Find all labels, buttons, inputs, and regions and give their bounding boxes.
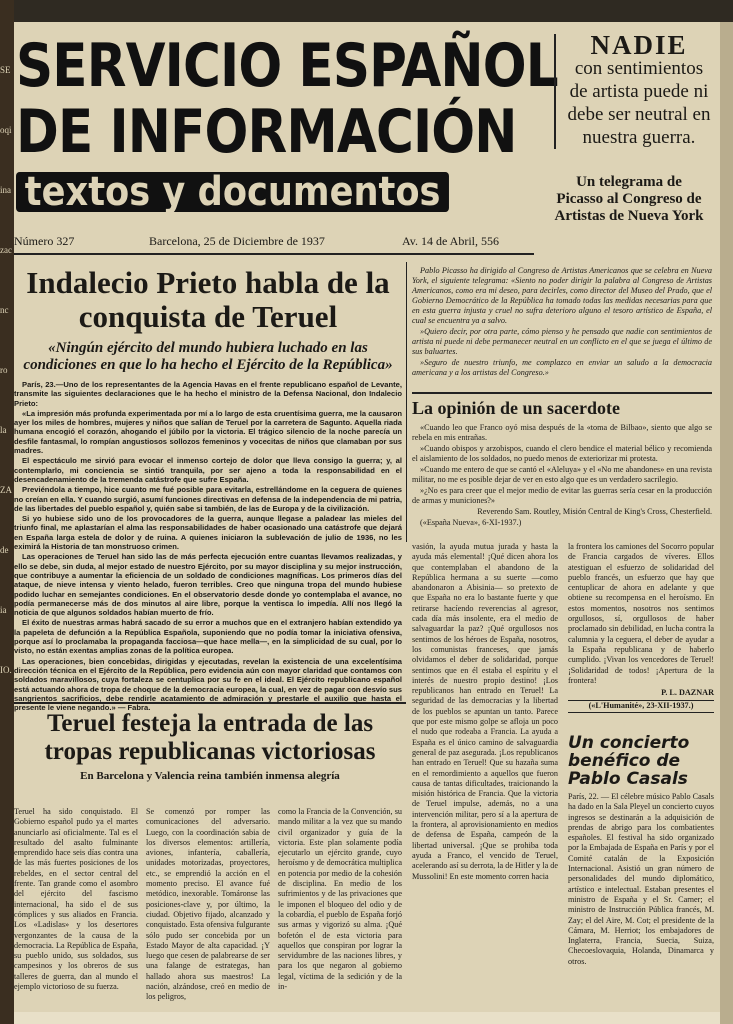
dateline	[14, 234, 534, 255]
telegram-teaser: Un telegrama de Picasso al Congreso de Artistas de Nueva York	[554, 174, 704, 224]
left-margin-fragments	[0, 40, 14, 700]
article-prieto	[14, 266, 402, 713]
article-prieto-title: Indalecio Prieto habla de la conquista de Teruel	[26, 265, 390, 334]
margin-fragment: ro	[0, 365, 8, 375]
margin-fragment: ZA	[0, 485, 12, 495]
article-casals	[568, 734, 714, 967]
teruel-col-5	[568, 542, 714, 713]
teruel-col-2: Se comenzó por romper las comunicaciones del adversario. Luego, con la coordinación sabia de los diversos elementos: artillería, aviones, infantería, caballería, unidades motorizadas, proyectores, etc., se emprendió la acción en el momento preciso. El avance fué metódico, inexorable. Tomáronse las posiciones-clave y, por último, la ciudad. Objetivo fijado, alcanzado y conquistado. Esta ofensiva fulgurante sólo pudo ser concebida por un Estado Mayor de alta capacidad. ¡Y luego que cesen de palabrearse de ser una falange de estrategas, han hallado ahora sus maestros! La nación, alzándose, creó en medio de los peligros,	[146, 807, 270, 1002]
teruel-col-4: vasión, la ayuda mutua jurada y hasta la ayuda más elemental! ¡Qué dicen ahora los que contemplaban el abandono de la República hermana a su suerte —como abandonaron a Abisinia— so pretexto de que España no era lo bastante fuerte y que retirarse hacíendo reverencias al agresor, cada día más insolente, era el medio de salvaguardar la paz? ¡Qué orgullosos nos sentimos de los héroes de España, nosotros, los comunistas franceses, que jamás olvidamos el deber de solidaridad, porque sentimos que en él estaba el espíritu y el interés de nuestro propio destino! ¡Los republicanos han entrado en Teruel! La seguridad de las democracias y la libertad de los pueblos se apuntan un tanto. Parece que por este mismo golpe se afloja un poco el nudo que rodeaba a Francia. La ayuda a España es el único camino de salvaguardia general de paz asegurada. ¡Los republicanos han entrado en Teruel! Que su hazaña suma en el remordimiento a aquellos que fueron causa de tantas dificultades, traicionando la misión histórica de Francia. Que la victoria de Teruel impulse, además, no a una intervención militar, pero sí a la apertura de la frontera, al aprovisionamiento en medios de defensa de España, campeón de la libertad universal. ¡Que se prohiba toda ayuda a Franco, el vencido de Teruel, acelerando así su derrota, la de Hitler y la de Mussolini! En este momento corren hacia	[412, 542, 558, 881]
humanite-source: («L'Humanité», 23-XII-1937.)	[568, 700, 714, 712]
issue-address: Av. 14 de Abril, 556	[402, 234, 499, 248]
paragraph: París, 23.—Uno de los representantes de la Agencia Havas en el frente republicano español de Levante, transmite las siguientes declaraciones que le ha hecho el ministro de la Defensa Nacional, don Indalecio Prieto:	[14, 380, 402, 408]
article-sacerdote	[412, 392, 712, 529]
newspaper-page	[14, 22, 720, 1012]
paragraph: »¿No es para creer que el mejor medio de evitar las guerras sería cesar en la producción de armas y municiones?»	[412, 486, 712, 505]
margin-fragment: zac	[0, 245, 12, 255]
paragraph: »Quiero decir, por otra parte, cómo pienso y he pensado que nadie con sentimientos de artista ni puede ni debe permanecer neutral en un conflicto en el que se juega el último de sus baluartes.	[412, 327, 712, 356]
teruel-col-3: como la Francia de la Convención, su mando militar a la vez que su mando civil organizador y guía de la victoria. Este plan solamente podía ejecutarlo un ejército grande, cuyo heroísmo y de democrática multiplica en potencia por medio de la cohesión de disciplina. En medio de los sufrimientos y de las privaciones que le imponen el bloqueo del odio y de la cobardía, el pueblo de España forjó sus armas y vigorizó su alma. ¡Qué bofetón el de esta victoria para aquellos que conspiran por lograr la servidumbre de las naciones libres, y para los que negaron al gobierno legal, víctima de la sedición y de la in-	[278, 807, 402, 992]
top-border	[0, 0, 733, 22]
paragraph: Reverendo Sam. Routley, Misión Central de King's Cross, Chesterfield.	[477, 507, 712, 516]
paragraph: »Seguro de nuestro triunfo, me complazco en enviar un saludo a la democracia americana y a los artistas del Congreso.»	[412, 358, 712, 377]
signature: P. L. DAZNAR	[661, 688, 714, 698]
article-prieto-body	[14, 380, 402, 712]
issue-number: Número 327	[14, 234, 75, 248]
paragraph: El espectáculo me sirvió para evocar el inmenso cortejo de dolor que lleva consigo la guerra; y, al contemplarlo, mi conciencia se sintió tranquila, por ser ajeno a toda la responsabilidad en el desencadenamiento de la tremenda catástrofe que sufre España.	[14, 456, 402, 484]
margin-fragment: SE	[0, 65, 11, 75]
paragraph: »Cuando me entero de que se cantó el «Aleluya» y el «No me abandones» en una revista militar, no me es posible dejar de ver en esto algo que es un verdadero sacrilegio.	[412, 465, 712, 484]
masthead-line-3: textos y documentos	[16, 172, 449, 212]
nadie-text: con sentimientos de artista puede ni debe ser neutral en nuestra guerra.	[567, 58, 711, 148]
teruel-col-1: Teruel ha sido conquistado. El Gobierno español pudo ya el martes anunciarlo así oficialmente. Tal es el resultado del asalto fulminante emprendido hace seis días contra una de las más fuertes posiciones de los rebeldes, en el sector central del frente. Tan grande como el asombro del ejército del fascismo internacional, ha sido el de sus cómplices y sus aliados en Francia. Los «Ladislas» y los desertores vergonzantes de la causa de la democracia. La República de España, su pueblo unido, sus soldados, sus campesinos y los obreros de sus talleres de guerra, dan al mundo el ejemplo victorioso de su fuerza.	[14, 807, 138, 992]
margin-fragment: ina	[0, 185, 11, 195]
masthead-line-2: DE INFORMACIÓN	[16, 97, 517, 167]
paragraph: Previéndola a tiempo, hice cuanto me fué posible para evitarla, estrellándome en la ceguera de quienes no creían en ella. Y cuando surgió, asumí funciones directivas en defensa de la independencia de mi patria, de las libertades del pueblo español y, quién sabe si también, de las de Europa y de la civilización.	[14, 485, 402, 513]
casals-body: París, 22. — El célebre músico Pablo Casals ha dado en la Sala Pleyel un concierto cuyos ingresos se destinarán a la adquisición de prendas de abrigo para los combatientes españoles. El festival ha sido organizado por la Embajada de España en París y por el Comité catalán de la Exposición Internacional. Asistió un gran número de personalidades del mundo diplomático, artístico e intelectual. Estaban presentes el ministro de España y el Sr. Carner; el ministro de Instrucción Pública francés, M. Zay; el del Aire, M. Cot; el presidente de la Cámara, M. Herriot; los embajadores de Inglaterra, Francia, Suecia, Suiza, Checoeslovaquia, Holanda, Dinamarca y otros.	[568, 792, 714, 966]
margin-fragment: de	[0, 545, 9, 555]
sacerdote-title: La opinión de un sacerdote	[412, 398, 621, 418]
margin-fragment: la	[0, 425, 7, 435]
masthead-line-1: SERVICIO ESPAÑOL	[16, 31, 558, 101]
paragraph: »Cuando obispos y arzobispos, cuando el clero bendice el material bélico y recomienda el aislamiento de los soldados, no puedo menos de exteriorizar mi protesta.	[412, 444, 712, 463]
article-teruel-title: Teruel festeja la entrada de las tropas republicanas victoriosas	[44, 710, 376, 765]
article-teruel-subtitle: En Barcelona y Valencia reina también inmensa alegría	[80, 770, 340, 782]
paragraph: El éxito de nuestras armas habrá sacado de su error a muchos que en el extranjero habían extendido ya la papeleta de defunción a la República Española, suponiendo que no podía tomar la iniciativa ofensiva, porque así lo proclamaba la propaganda facciosa—que hace mella—, en la simplicidad de su cual, por lo visto, no están exentas amplias zonas de la política europea.	[14, 618, 402, 656]
margin-fragment: IO.	[0, 665, 12, 675]
nadie-box	[554, 30, 714, 149]
paragraph: Si yo hubiese sido uno de los provocadores de la guerra, aunque llegase a paladear las mieles del triunfo final, me aplastarían el alma las responsabilidades de haber ocasionado una catástrofe que dejará en España larga estela de dolor y de ruina. A quienes iniciaron la sublevación de julio de 1936, no les eximirá la Historia de tan monstruoso crimen.	[14, 514, 402, 552]
casals-title: Un concierto benéfico de Pablo Casals	[568, 733, 690, 789]
paragraph: Pablo Picasso ha dirigido al Congreso de Artistas Americanos que se celebra en Nueva York, el siguiente telegrama: «Siento no poder dirigir la palabra al Congreso de Artistas Americanos, como era mi deseo, para decirles, como director del Museo del Prado, que el Gobierno Democrático de la República ha tomado todas las medidas necesarias para que en esta guerra injusta y cruel no sufra deterioro alguno el tesoro artístico de España, el cual se encuentra ya a salvo.	[412, 266, 712, 325]
issue-date: Barcelona, 25 de Diciembre de 1937	[149, 234, 325, 248]
page-edge	[720, 22, 733, 1024]
paragraph: Las operaciones, bien concebidas, dirigidas y ejecutadas, revelan la existencia de una excelentísima dirección técnica en el Ejército de la República, pero evidencia aún con mayor claridad que contamos con soldados maravillosos, cuya fortaleza se centuplica por su fe en el ideal. El Ejército republicano español está actuando ahora de tropa de choque de la democracia europea, la cual, en vez de pagar con desvío sus sangrientos sacrificios, debe rendirle acatamiento de admiración y prestarle el auxilio que hasta el presente le viene negando.» — Fabra.	[14, 656, 402, 713]
margin-fragment: nc	[0, 305, 9, 315]
paragraph: «Cuando leo que Franco oyó misa después de la «toma de Bilbao», siento que algo se rebela en mis entrañas.	[412, 423, 712, 442]
paragraph: «La impresión más profunda experimentada por mí a lo largo de esta cruentísima guerra, me la causaron ayer los miles de hombres, mujeres y niños que salían de Teruel por la carretera de Sagunto. Aquella riada humana encogió el corazón, ahogando el júbilo por la victoria. El trágico silencio de la noche parecía un desfile fantasmal, lo rompían angustiosos sollozos femeninos y vocecitas de niños que clamaban por sus madres.	[14, 408, 402, 456]
picasso-telegram-text	[412, 266, 712, 379]
teruel-col-5-text: la frontera los camiones del Socorro popular de Francia cargados de víveres. Ellos atestiguan el esfuerzo de solidaridad del pueblo francés, un esfuerzo que hay que centuplicar de ahora en adelante y que obtiene su recompensa en el heroísmo. En estos momentos, nosotros nos sentimos orgullosos, sí, orgullosos de haber proclamado sin debilidad, en lucha contra la calumnia y la ceguera, el deber de ayudar a la España republicana y de haberlo cumplido. ¡Vivan los vencedores de Teruel! ¡Solidaridad de todos! ¡Apertura de la frontera!	[568, 542, 714, 685]
article-teruel	[14, 710, 406, 785]
column-rule	[406, 262, 407, 542]
margin-fragment: ia	[0, 605, 7, 615]
source: («España Nueva», 6-XI-1937.)	[420, 518, 522, 527]
paragraph: Las operaciones de Teruel han sido las de más perfecta ejecución entre cuantas llevamos realizadas, y ello se debe, sin duda, al mejor estado de nuestro Ejército, por su mayor disciplina y su mejor instrucción, que contribuye a aumentar la eficiencia de un soldado de condiciones magníficas. Los primeros días del ataque, de nieve intensa y viento helado, fueron terribles. Creo que ninguna tropa del mundo hubiese podido luchar en semejantes condiciones. En el observatorio desde donde yo contemplaba el avance, no podía permanecerse más de dos minutos al aire libre, porque la ventisca lo impedía. Allí nos llegó la noticia de que algunos soldados habían muerto de frío.	[14, 552, 402, 618]
margin-fragment: oqi	[0, 125, 12, 135]
article-prieto-subtitle: «Ningún ejército del mundo hubiera luchado en las condiciones en que lo ha hecho el Ejército de la República»	[23, 340, 393, 373]
sacerdote-body	[412, 423, 712, 528]
nadie-heading: NADIE	[590, 30, 688, 60]
